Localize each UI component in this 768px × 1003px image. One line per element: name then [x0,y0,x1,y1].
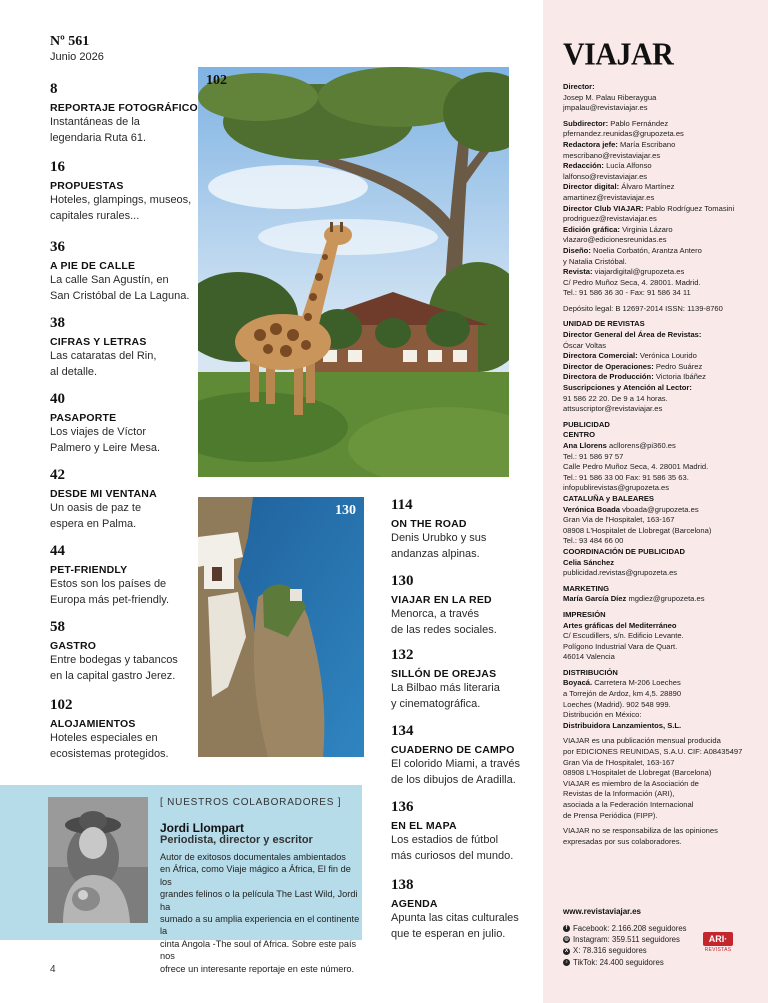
credit-line [563,631,763,642]
toc-description-line: capitales rurales... [50,210,140,222]
credit-line [563,642,763,653]
facebook-icon: f [563,925,570,932]
credit-value: publicidad.revistas@grupozeta.es [563,568,678,578]
credit-line [563,768,763,779]
toc-page-number: 58 [50,619,65,635]
credit-value: Tel.: 93 484 66 00 [563,536,624,546]
credit-value: Victoria Ibáñez [655,372,706,382]
toc-entry[interactable] [50,80,200,146]
toc-entry[interactable] [391,572,541,638]
credits-group [563,304,763,315]
toc-description-line: legendaria Ruta 61. [50,132,147,144]
toc-description-line: Apunta las citas culturales [391,912,519,924]
credit-value: Gran Via de l'Hospitalet, 163-167 [563,757,675,767]
credit-value: vboada@grupozeta.es [622,504,699,514]
credit-value: jmpalau@revistaviajar.es [563,103,648,113]
credit-value: y Natalia Cristóbal. [563,256,627,266]
credit-line: Celia Sánchez [563,557,615,567]
credit-value: 46014 Valencia [563,652,615,662]
credit-value: Pablo Rodríguez Tomasini [645,203,735,213]
ari-logo [703,932,733,953]
social-link-label: X: 78.316 seguidores [573,946,647,956]
credit-line [563,483,763,494]
credit-label: Edición gráfica: [563,224,620,234]
toc-entry[interactable] [50,314,200,380]
credit-line [563,214,763,225]
toc-section-title: CUADERNO DE CAMPO [391,744,515,756]
credit-line [563,193,763,204]
credit-line [563,372,763,383]
credit-value: Óscar Voltas [563,340,607,350]
toc-page-number: 138 [391,877,414,893]
credit-line: Director General del Área de Revistas: [563,330,702,340]
credit-label: Director de Operaciones: [563,361,654,371]
toc-description-line: más curiosos del mundo. [391,850,514,862]
giraffe-illustration [198,67,509,477]
credit-line [563,568,763,579]
toc-description-line: San Cristóbal de La Laguna. [50,290,190,302]
credit-line [563,473,763,484]
toc-entry[interactable] [391,876,541,942]
contributor-bio-line: ofrece un interesante reportaje en este número. [160,963,355,974]
toc-section-title: ON THE ROAD [391,518,467,530]
credit-value: pfernandez.reunidas@grupozeta.es [563,129,684,139]
social-link-label: Facebook: 2.166.208 seguidores [573,924,687,933]
toc-description-line: ecosistemas protegidos. [50,748,169,760]
credit-value: Tel.: 91 586 36 30 - Fax: 91 586 34 11 [563,288,691,298]
toc-section-title: GASTRO [50,640,97,652]
toc-description-line: que te esperan en julio. [391,928,506,940]
social-link[interactable] [563,923,687,934]
credit-value: infopublirevistas@grupozeta.es [563,483,670,493]
credits-group [563,584,763,605]
credits-group [563,826,763,847]
credit-value: Lucía Alfonso [606,161,652,171]
credit-line [563,800,763,811]
credit-line [563,789,763,800]
toc-description-line: andanzas alpinas. [391,548,480,560]
credit-line: Suscripciones y Atención al Lector: [563,383,692,393]
toc-description-line: Denis Urubko y sus [391,532,487,544]
credit-line [563,837,763,848]
toc-description-line: Las cataratas del Rin, [50,350,157,362]
social-link[interactable] [563,957,687,968]
credit-line: MARKETING [563,583,609,593]
toc-entry[interactable] [50,158,200,224]
credit-value: Josep M. Palau Riberaygua [563,92,657,102]
credit-value: Depósito legal: B 12697-2014 ISSN: 1139-8760 [563,303,723,313]
credit-line [563,103,763,114]
credit-value: C/ Pedro Muñoz Seca, 4. 28001. Madrid. [563,277,701,287]
credit-value: lalfonso@revistaviajar.es [563,171,648,181]
credit-value: Pablo Fernández [610,118,669,128]
toc-description-line: Un oasis de paz te [50,502,142,514]
credit-value: expresadas por sus colaboradores. [563,836,682,846]
credit-line [563,351,763,362]
credit-line [563,526,763,537]
credit-label: Directora de Producción: [563,372,654,382]
credit-line [563,119,763,130]
credit-line [563,462,763,473]
credit-label: Subdirector: [563,118,609,128]
giraffe-photo-page-label: 102 [206,73,227,88]
toc-page-number: 134 [391,723,414,739]
credit-value: 08908 L'Hospitalet de Llobregat (Barcelona) [563,525,712,535]
toc-entry[interactable] [391,798,541,864]
credit-line: IMPRESIÓN [563,609,606,619]
credit-line [563,204,763,215]
credit-line [563,826,763,837]
viajar-logo: VIAJAR [563,37,674,72]
credit-label: Ana Llorens [563,441,607,450]
credit-label: María García Díez [563,594,627,604]
toc-description-line: de los dibujos de Aradilla. [391,774,516,786]
credit-line [563,151,763,162]
menorca-photo[interactable] [198,497,364,757]
toc-section-title: DESDE MI VENTANA [50,488,157,500]
credit-line [563,257,763,268]
credit-label: Revista: [563,267,593,277]
toc-entry[interactable] [50,542,200,608]
toc-description-line: Estos son los países de [50,578,167,590]
page-number: 4 [50,964,56,975]
credit-label: Director digital: [563,182,620,192]
contributor-role: Periodista, director y escritor [160,834,313,846]
toc-page-number: 130 [391,573,414,589]
credit-value: a Torrejón de Ardoz, km 4,5. 28890 [563,689,682,699]
masthead-panel [543,0,768,1003]
toc-section-title: A PIE DE CALLE [50,260,136,272]
toc-description-line: Los viajes de Víctor [50,426,146,438]
credit-line [563,678,763,689]
credit-line: DISTRIBUCIÓN [563,667,618,677]
credit-line [563,515,763,526]
credit-line [563,304,763,315]
credits-list [563,82,763,852]
credit-value: Distribución en México: [563,710,642,720]
credit-line [563,700,763,711]
credit-label: Director Club VIAJAR: [563,203,644,213]
credit-line [563,652,763,663]
credit-value: viajardigital@grupozeta.es [594,267,685,277]
credit-line: PUBLICIDAD [563,419,610,429]
credit-line: COORDINACIÓN DE PUBLICIDAD [563,546,685,556]
credit-label: Directora Comercial: [563,351,638,361]
credit-line [563,404,763,415]
toc-page-number: 40 [50,391,65,407]
contributor-bio-line: en África, como Viaje mágico a África, El fin de los [160,864,351,887]
credit-value: vlazaro@edicionesreunidas.es [563,235,667,245]
toc-description-line: espera en Palma. [50,518,137,530]
credit-line: Director: [563,82,595,91]
toc-description-line: Entre bodegas y tabancos [50,654,178,666]
credit-line [563,140,763,151]
credits-group [563,668,763,732]
credit-line [563,441,763,452]
toc-description-line: Los estadios de fútbol [391,834,499,846]
contributor-box [0,785,362,974]
contributor-bio-line: Autor de exitosos documentales ambientados [160,852,346,862]
toc-entry[interactable] [391,496,541,562]
credits-group [563,610,763,663]
toc-page-number: 42 [50,467,65,483]
toc-section-title: PET-FRIENDLY [50,564,128,576]
social-links [563,923,687,968]
credit-label: Verónica Boada [563,504,620,514]
credit-value: Virginia Lázaro [622,224,673,234]
toc-description-line: La Bilbao más literaria [391,682,500,694]
x-icon: X [564,947,569,954]
credit-value: acllorens@pi360.es [609,441,676,450]
toc-section-title: EN EL MAPA [391,820,457,832]
toc-page-number: 136 [391,799,414,815]
credit-value: Verónica Lourido [639,351,697,361]
social-link-label: Instagram: 359.511 seguidores [573,935,680,945]
website-link[interactable]: www.revistaviajar.es [563,907,641,916]
toc-description-line: Europa más pet-friendly. [50,594,170,606]
credit-line [563,129,763,140]
contributor-bio-line: grandes felinos o la película The Last Wild, Jordi ha [160,889,358,912]
toc-description-line: Instantáneas de la [50,116,140,128]
toc-description-line: Palmero y Leire Mesa. [50,442,161,454]
toc-page-number: 132 [391,647,414,663]
issue-info [50,34,104,63]
toc-page-number: 8 [50,81,58,97]
toc-section-title: AGENDA [391,898,438,910]
credit-line [563,278,763,289]
credit-value: Revistas de la Información (ARI), [563,789,675,799]
credit-value: mgdiez@grupozeta.es [628,594,705,604]
menorca-cliff-illustration [198,497,364,757]
credit-value: por EDICIONES REUNIDAS, S.A.U. CIF: A08435497 [563,747,743,757]
credit-label: Redactora jefe: [563,139,618,149]
credit-value: VIAJAR es una publicación mensual producida [563,736,721,746]
credit-line [563,246,763,257]
toc-entry[interactable] [50,618,200,684]
giraffe-photo[interactable] [198,67,509,477]
toc-entry[interactable] [50,390,200,456]
toc-description-line: y cinematográfica. [391,698,481,710]
credit-line [563,747,763,758]
toc-description-line: El colorido Miami, a través [391,758,520,770]
contributor-bio-line: sumado a su amplia experiencia en el continente la [160,914,360,937]
credit-value: VIAJAR no se responsabiliza de las opiniones [563,826,718,836]
toc-page-number: 44 [50,543,65,559]
toc-section-title: CIFRAS Y LETRAS [50,336,147,348]
toc-page-number: 114 [391,497,413,513]
credits-group [563,119,763,299]
credit-line [563,536,763,547]
toc-entry[interactable] [391,722,541,788]
menorca-photo-page-label: 130 [335,503,356,518]
toc-description-line: al detalle. [50,366,98,378]
credit-value: Tel.: 91 586 33 00 Fax: 91 586 35 63. [563,472,689,482]
credit-line: CENTRO [563,430,596,440]
credit-line: Artes gráficas del Mediterráneo [563,620,677,630]
toc-section-title: ALOJAMIENTOS [50,718,136,730]
toc-description-line: La calle San Agustín, en [50,274,169,286]
credit-value: de Prensa Periódica (FIPP). [563,810,658,820]
credit-line [563,161,763,172]
credit-value: Noelia Corbatón, Arantza Antero [592,245,702,255]
toc-description-line: Hoteles, glampings, museos, [50,194,192,206]
credit-value: attsuscriptor@revistaviajar.es [563,404,663,414]
credit-line [563,341,763,352]
credit-line [563,267,763,278]
credit-value: amartinez@revistaviajar.es [563,192,655,202]
credit-line [563,93,763,104]
credit-line [563,736,763,747]
credit-value: Gran Via de l'Hospitalet, 163-167 [563,515,675,525]
toc-description-line: en la capital gastro Jerez. [50,670,176,682]
toc-page-number: 38 [50,315,65,331]
credit-line [563,235,763,246]
toc-description-line: de las redes sociales. [391,624,497,636]
credit-line: UNIDAD DE REVISTAS [563,319,645,329]
toc-entry[interactable] [391,646,541,712]
toc-section-title: PASAPORTE [50,412,117,424]
credits-group [563,736,763,821]
issue-date: Junio 2026 [50,51,104,63]
credit-line [563,811,763,822]
credit-label: Boyacá. [563,678,593,688]
credit-line [563,505,763,516]
credit-value: Polígono Industrial Vara de Quart. [563,641,678,651]
credit-value: Calle Pedro Muñoz Seca, 4. 28001 Madrid. [563,462,709,472]
toc-page-number: 36 [50,239,65,255]
contributor-name: Jordi Llompart [160,821,245,835]
credit-label: Redacción: [563,161,604,171]
credit-value: asociada a la Federación Internacional [563,800,694,809]
credit-value: C/ Escudillers, s/n. Edificio Levante. [563,631,684,641]
credit-line: Distribuidora Lanzamientos, S.L. [563,720,682,730]
toc-section-title: VIAJAR EN LA RED [391,594,492,606]
credit-value: VIAJAR es miembro de la Asociación de [563,778,699,788]
credit-line [563,394,763,405]
toc-section-title: PROPUESTAS [50,180,124,192]
credit-value: 08908 L'Hospitalet de Llobregat (Barcelona) [563,768,712,778]
credit-value: Pedro Suárez [655,361,703,371]
ari-sub: REVISTAS [704,947,732,953]
contributor-bio [160,851,360,975]
credits-group [563,82,763,114]
toc-entry[interactable] [50,696,200,762]
toc-entry[interactable] [50,238,200,304]
social-link-label: TikTok: 24.400 seguidores [573,957,664,967]
issue-number: Nº 561 [50,34,90,49]
credit-line [563,594,763,605]
credit-line [563,779,763,790]
social-link[interactable] [563,945,687,956]
credit-value: Álvaro Martínez [621,182,675,192]
instagram-icon: ◎ [564,936,569,943]
credit-line [563,182,763,193]
credit-line [563,225,763,236]
credit-value: María Escribano [620,139,676,149]
toc-section-title: SILLÓN DE OREJAS [391,668,497,680]
credit-line [563,172,763,183]
toc-page-number: 102 [50,697,73,713]
toc-entry[interactable] [50,466,200,532]
credit-value: prodriguez@revistaviajar.es [563,214,657,224]
credit-value: Carretera M-206 Loeches [594,678,681,688]
toc-description-line: Hoteles especiales en [50,732,158,744]
ari-mark: ARI· [703,932,733,946]
toc-section-title: REPORTAJE FOTOGRÁFICO [50,102,198,114]
credit-line [563,689,763,700]
social-link[interactable] [563,934,687,945]
credit-line [563,452,763,463]
credit-value: Tel.: 91 586 97 57 [563,451,624,461]
credit-line [563,288,763,299]
contributor-bio-line: cinta Angola -The soul of Africa. Sobre este país nos [160,938,357,962]
credit-value: Loeches (Madrid). 902 548 999. [563,699,671,709]
credit-line: CATALUÑA y BALEARES [563,493,654,503]
contributors-heading: [ NUESTROS COLABORADORES ] [160,797,342,808]
credit-line [563,710,763,721]
toc-page-number: 16 [50,159,65,175]
credit-value: 91 586 22 20. De 9 a 14 horas. [563,393,668,403]
credit-line [563,758,763,769]
credit-line [563,362,763,373]
credits-group [563,420,763,579]
tiktok-icon: ♪ [563,959,570,966]
credit-value: mescribano@revistaviajar.es [563,150,661,160]
toc-description-line: Menorca, a través [391,608,480,620]
contributor-photo [48,797,148,923]
credits-group [563,319,763,414]
credit-label: Diseño: [563,245,591,255]
